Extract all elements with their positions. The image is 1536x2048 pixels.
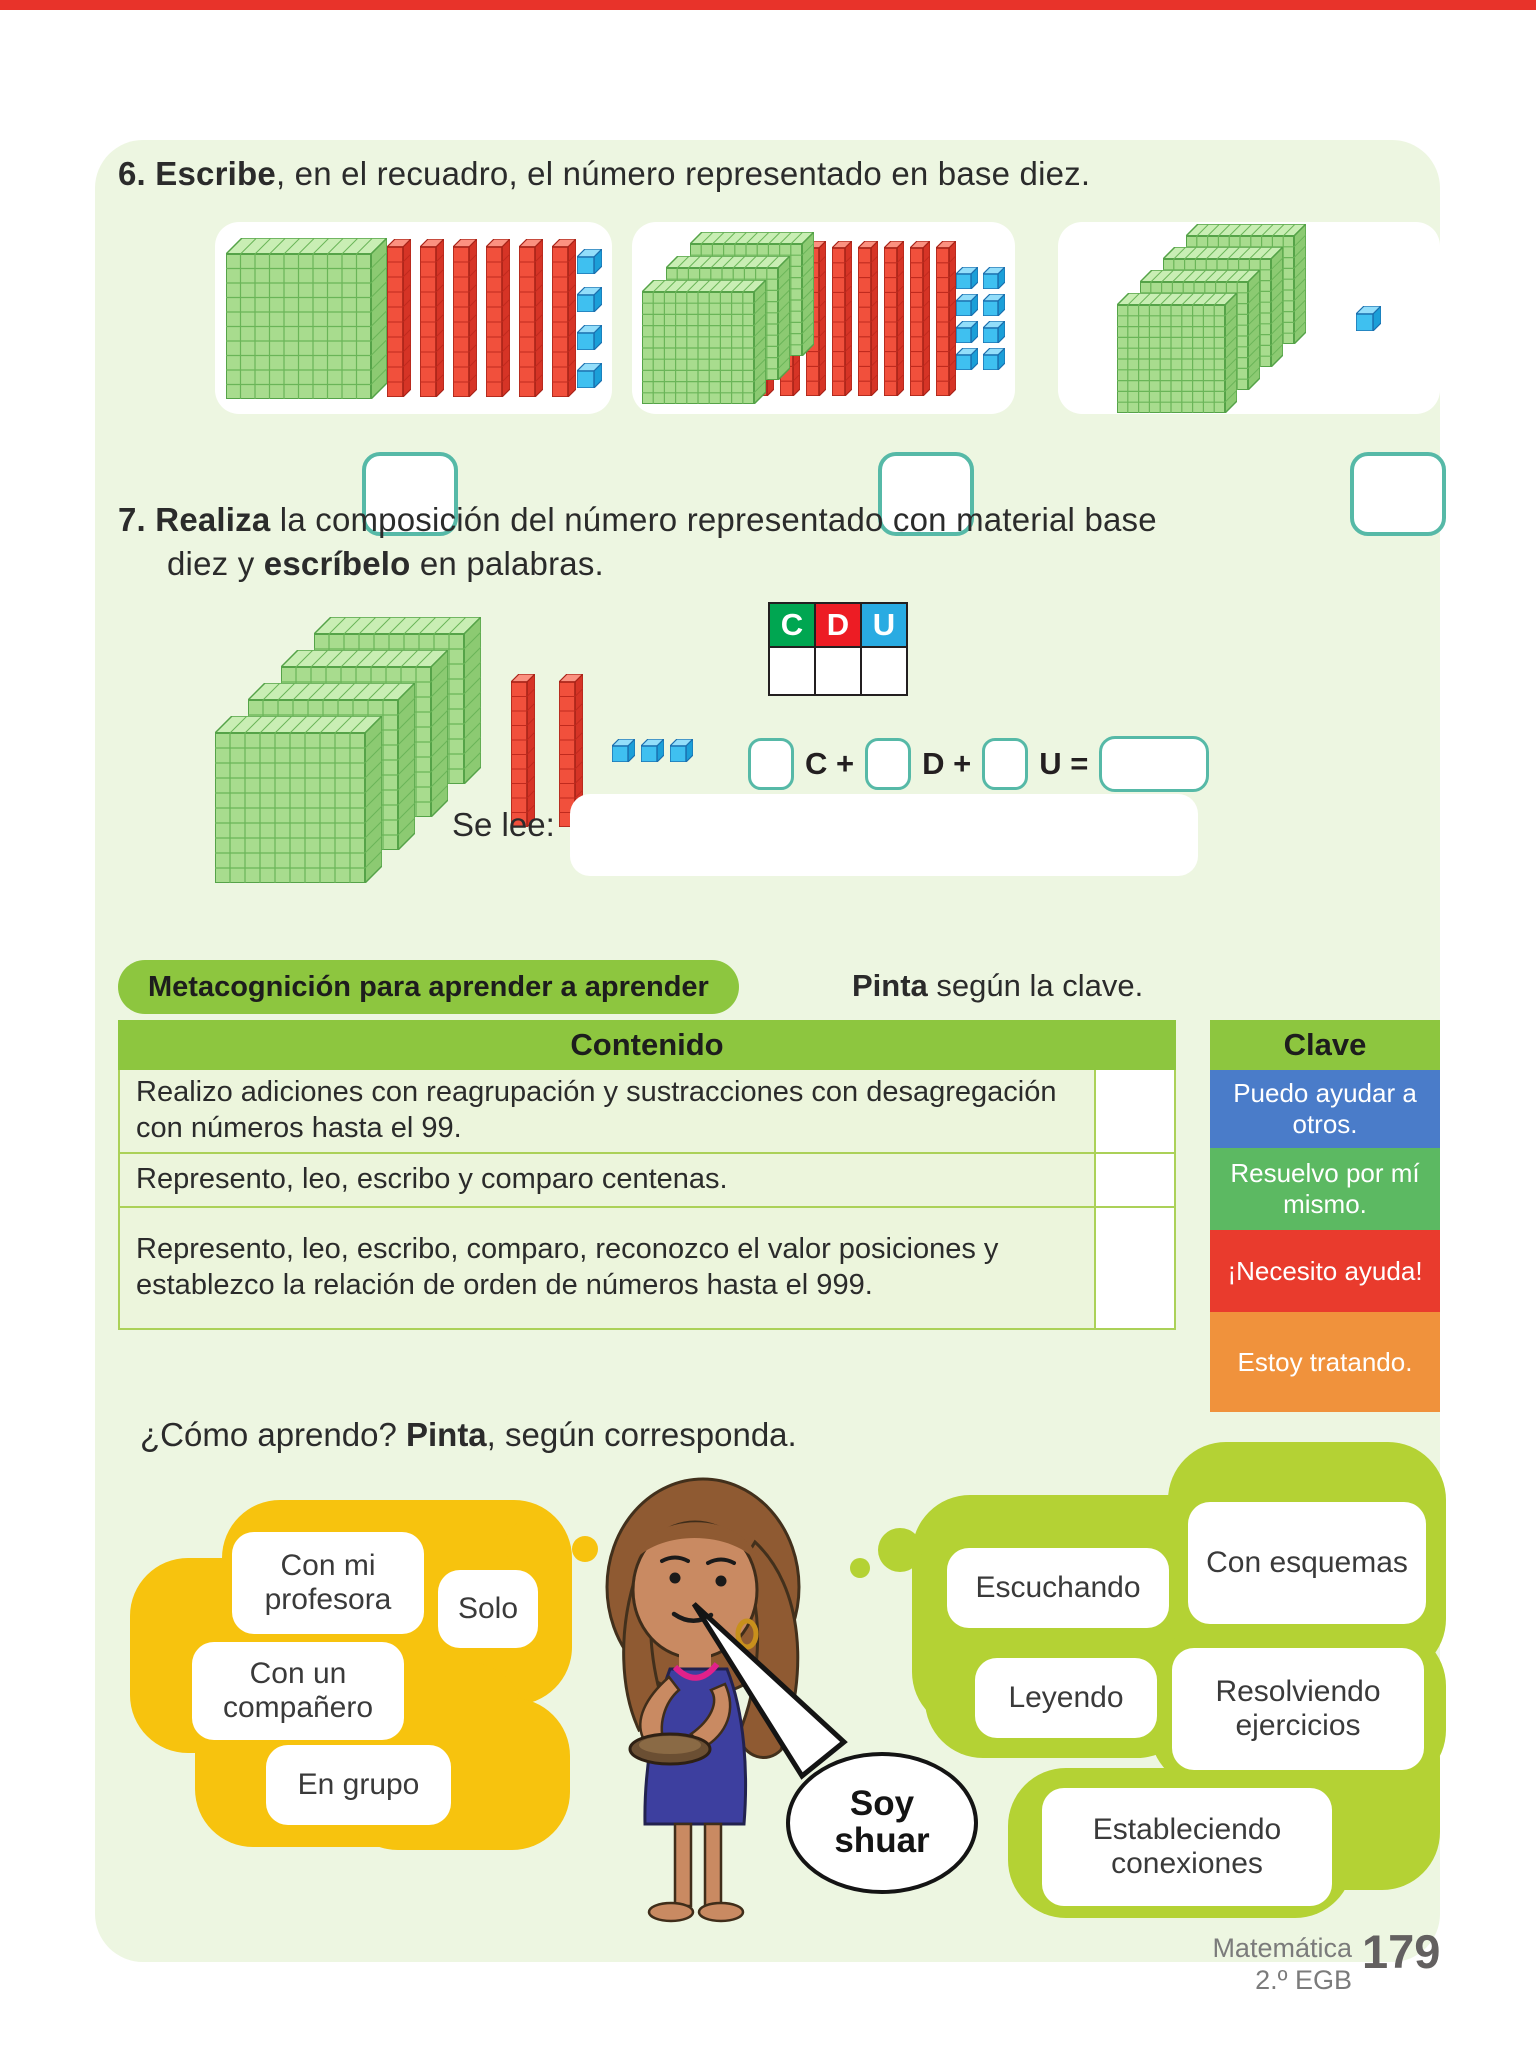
se-lee-answer-box[interactable] <box>570 794 1198 876</box>
content-row-1: Realizo adiciones con reagrupación y sustracciones con desagregación con números hasta el 99. <box>118 1070 1176 1154</box>
ones-cube-icon <box>956 321 978 343</box>
hundreds-flat-stack <box>215 617 481 883</box>
tens-rod-icon <box>552 239 576 397</box>
composition-equation <box>748 736 1209 792</box>
exercise6-number-verb: 6. Escribe <box>118 155 276 192</box>
tens-rod-group <box>387 239 576 397</box>
yellow-cloud-bump <box>505 1518 563 1573</box>
ones-cube-icon <box>577 287 602 312</box>
equation-label-u: U = <box>1039 746 1089 781</box>
ones-cube-group <box>956 267 1005 370</box>
place-value-table <box>768 602 908 696</box>
equation-label-d: D + <box>922 746 972 781</box>
base-ten-box-1 <box>215 222 612 414</box>
ones-cube-icon <box>670 739 693 762</box>
se-lee-label: Se lee: <box>452 806 555 843</box>
pinta-instruction: Pinta según la clave. <box>852 968 1144 1003</box>
tens-rod-icon <box>519 239 543 397</box>
tens-rod-icon <box>910 241 930 396</box>
hundreds-flat-stack <box>642 232 754 404</box>
equation-box-ones[interactable] <box>982 738 1028 790</box>
ones-cube-icon <box>612 739 635 762</box>
ones-cube-icon <box>983 267 1005 289</box>
ones-cube-icon <box>983 294 1005 316</box>
hundreds-flat-stack <box>1117 224 1306 413</box>
clave-item-green: Resuelvo por mí mismo. <box>1210 1148 1440 1230</box>
clave-legend <box>1210 1020 1440 1412</box>
ones-cube-icon <box>641 739 664 762</box>
content-table-header: Contenido <box>118 1020 1176 1070</box>
tens-rod-icon <box>858 241 878 396</box>
hundreds-flat-icon <box>642 280 766 404</box>
content-check-1[interactable] <box>1094 1070 1174 1152</box>
hundreds-flat-icon <box>1117 293 1237 413</box>
how-learn-question: ¿Cómo aprendo? Pinta, según corresponda. <box>140 1416 797 1453</box>
option-resolviendo-ejercicios[interactable]: Resolviendo ejercicios <box>1172 1648 1424 1770</box>
tens-rod-icon <box>387 239 411 397</box>
cdu-header-c: C <box>769 603 815 647</box>
hundreds-flat-stack <box>226 238 387 399</box>
cdu-header-u: U <box>861 603 907 647</box>
ones-cube-icon <box>983 321 1005 343</box>
exercise6-text: , en el recuadro, el número representado en base diez. <box>275 155 1091 192</box>
content-row-2: Represento, leo, escribo y comparo centenas. <box>118 1154 1176 1208</box>
base-ten-box-3 <box>1058 222 1440 414</box>
exercise7-heading: 7. Realiza la composición del número representado con material base diez y escríbelo en palabras. <box>118 501 1157 582</box>
speech-bubble-tail <box>686 1598 856 1788</box>
option-en-grupo[interactable]: En grupo <box>266 1745 451 1825</box>
clave-item-orange: Estoy tratando. <box>1210 1312 1440 1412</box>
equation-box-hundreds[interactable] <box>748 738 794 790</box>
option-escuchando[interactable]: Escuchando <box>947 1548 1169 1628</box>
ones-cube-icon <box>956 348 978 370</box>
equation-box-tens[interactable] <box>865 738 911 790</box>
tens-rod-icon <box>511 674 535 827</box>
tens-rod-icon <box>832 241 852 396</box>
option-con-esquemas[interactable]: Con esquemas <box>1188 1502 1426 1624</box>
top-accent-bar <box>0 0 1536 10</box>
content-table <box>118 1020 1176 1330</box>
ones-cube-icon <box>983 348 1005 370</box>
content-row-3: Represento, leo, escribo, comparo, reconozco el valor posiciones y establezco la relación de orden de números hasta el 999. <box>118 1208 1176 1330</box>
ones-cube-group <box>1356 306 1381 331</box>
option-estableciendo-conexiones[interactable]: Estableciendo conexiones <box>1042 1788 1332 1906</box>
option-con-un-companero[interactable]: Con un compañero <box>192 1642 404 1740</box>
ones-cube-icon <box>1356 306 1381 331</box>
ones-cube-group <box>577 249 602 388</box>
equation-label-c: C + <box>805 746 855 781</box>
tens-rod-icon <box>420 239 444 397</box>
content-check-3[interactable] <box>1094 1208 1174 1328</box>
exercise6-heading <box>118 152 1418 196</box>
metacognition-pill: Metacognición para aprender a aprender <box>118 960 739 1014</box>
clave-header: Clave <box>1210 1020 1440 1070</box>
page-number: 179 <box>1362 1925 1441 1978</box>
ones-cube-icon <box>577 249 602 274</box>
ones-cube-icon <box>956 267 978 289</box>
cdu-cell-d[interactable] <box>815 647 861 695</box>
cdu-cell-c[interactable] <box>769 647 815 695</box>
speech-bubble: Soy shuar <box>786 1752 978 1894</box>
cdu-header-d: D <box>815 603 861 647</box>
hundreds-flat-icon <box>215 716 382 883</box>
clave-item-red: ¡Necesito ayuda! <box>1210 1230 1440 1312</box>
option-con-mi-profesora[interactable]: Con mi profesora <box>232 1532 424 1634</box>
base-ten-box-2 <box>632 222 1015 414</box>
option-leyendo[interactable]: Leyendo <box>975 1658 1157 1738</box>
exercise7-number-verb: 7. Realiza <box>118 501 271 538</box>
tens-rod-icon <box>453 239 477 397</box>
cdu-cell-u[interactable] <box>861 647 907 695</box>
ones-cube-icon <box>577 325 602 350</box>
ones-cube-group <box>612 739 693 762</box>
hundreds-flat-icon <box>226 238 387 399</box>
tens-rod-icon <box>884 241 904 396</box>
tens-rod-icon <box>486 239 510 397</box>
clave-item-blue: Puedo ayudar a otros. <box>1210 1070 1440 1148</box>
ones-cube-icon <box>956 294 978 316</box>
option-solo[interactable]: Solo <box>438 1570 538 1648</box>
footer-subject: Matemática 2.º EGB <box>1212 1933 1352 1996</box>
tens-rod-icon <box>936 241 956 396</box>
green-cloud-bump <box>878 1528 922 1572</box>
content-check-2[interactable] <box>1094 1154 1174 1206</box>
ones-cube-icon <box>577 363 602 388</box>
green-thought-dot <box>850 1558 870 1578</box>
equation-result-box[interactable] <box>1099 736 1209 792</box>
